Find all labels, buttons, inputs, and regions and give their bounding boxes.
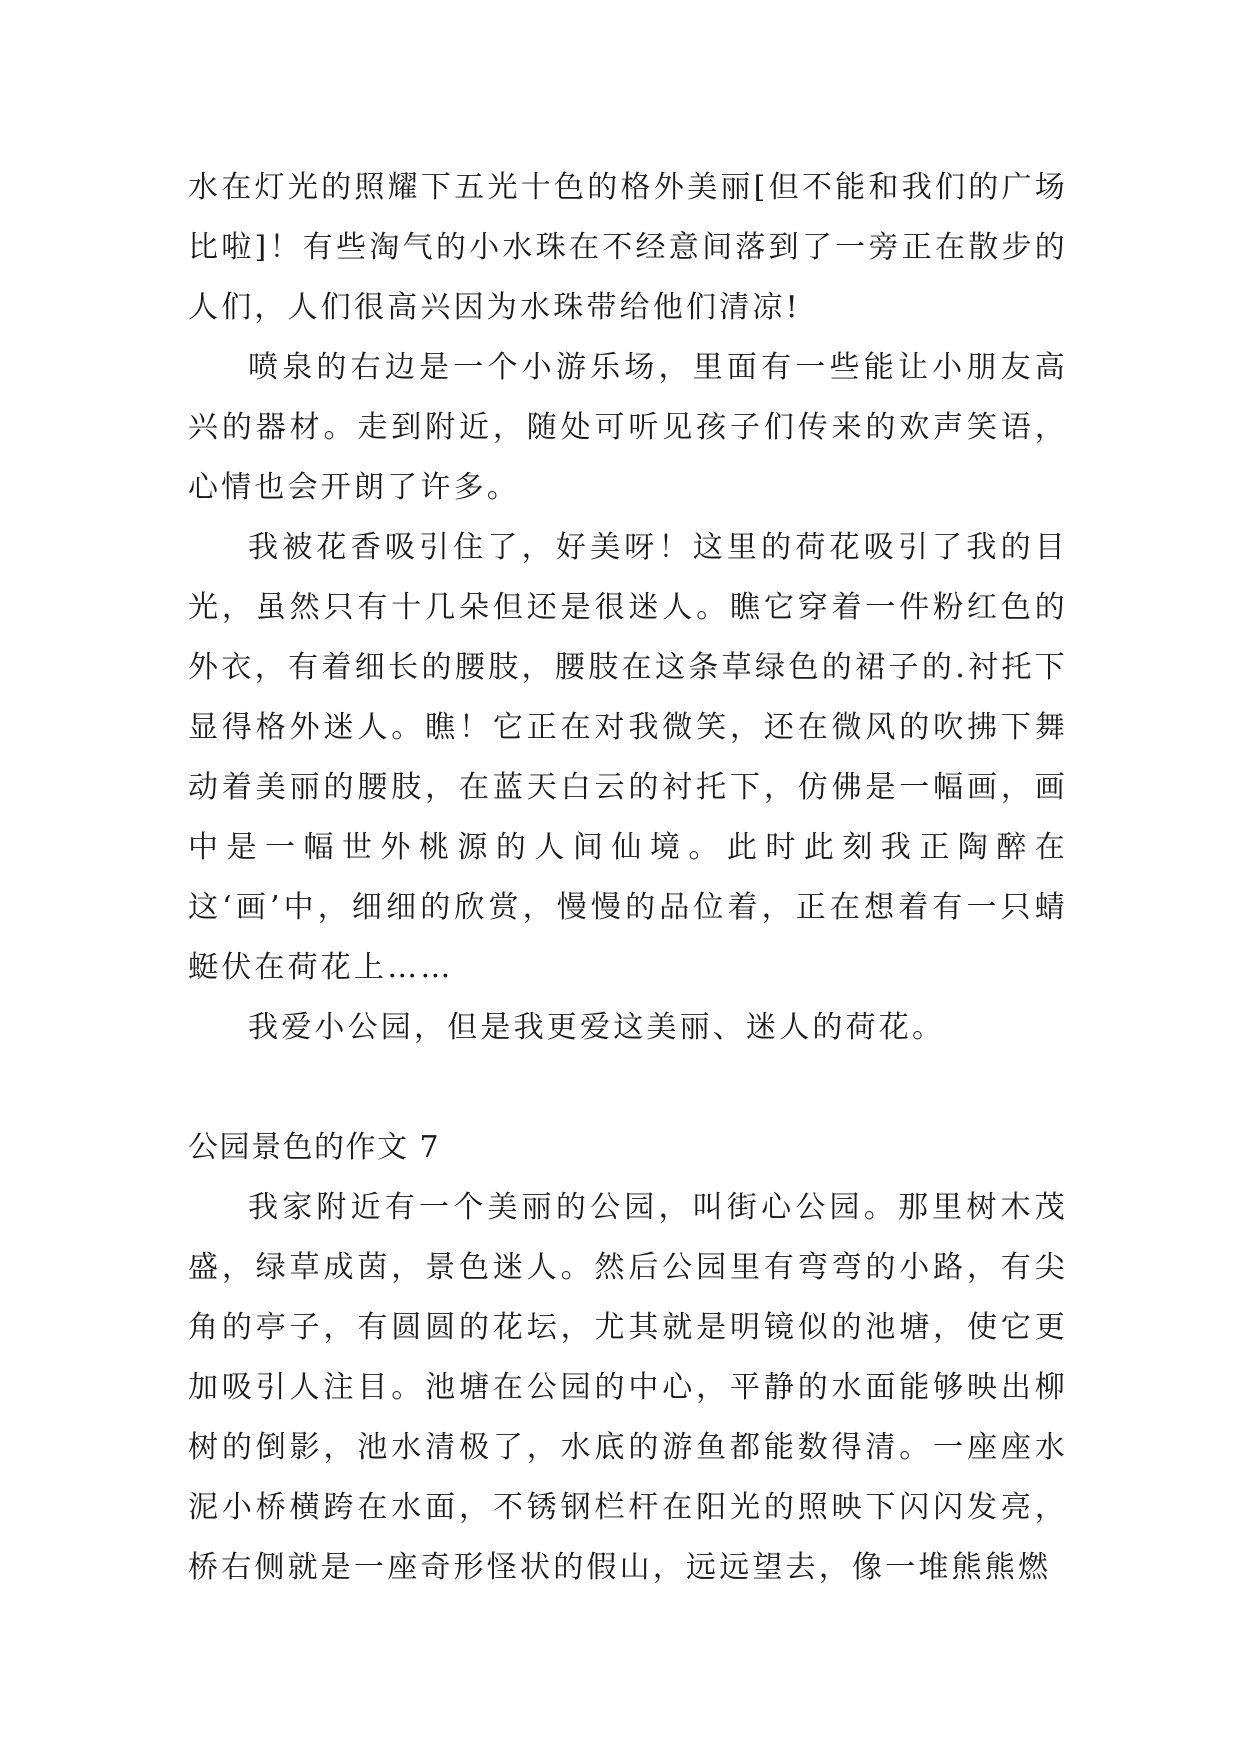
paragraph-fountain-lights: 水在灯光的照耀下五光十色的格外美丽[但不能和我们的广场比啦]！有些淘气的小水珠在不经意间落到了一旁正在散步的人们，人们很高兴因为水珠带给他们清凉! <box>188 170 1068 325</box>
paragraph-playground: 喷泉的右边是一个小游乐场，里面有一些能让小朋友高兴的器材。走到附近，随处可听见孩子们传来的欢声笑语，心情也会开朗了许多。 <box>188 350 1068 505</box>
paragraph-conclusion: 我爱小公园，但是我更爱这美丽、迷人的荷花。 <box>248 1010 946 1045</box>
document-body <box>188 158 1068 1598</box>
paragraph-lotus: 我被花香吸引住了，好美呀！这里的荷花吸引了我的目光，虽然只有十几朵但还是很迷人。瞧它穿着一件粉红色的外衣，有着细长的腰肢，腰肢在这条草绿色的裙子的.衬托下显得格外迷人。瞧！它正在对我微笑，还在微风的吹拂下舞动着美丽的腰肢，在蓝天白云的衬托下，仿佛是一幅画，画中是一幅世外桃源的人间仙境。此时此刻我正陶醉在这‘画’中，细细的欣赏，慢慢的品位着，正在想着有一只蜻蜓伏在荷花上…… <box>188 530 1068 985</box>
section-spacer <box>188 1058 1068 1118</box>
section-title: 公园景色的作文 7 <box>188 1130 441 1165</box>
paragraph-street-park: 我家附近有一个美丽的公园，叫街心公园。那里树木茂盛，绿草成茵，景色迷人。然后公园里有弯弯的小路，有尖角的亭子，有圆圆的花坛，尤其就是明镜似的池塘，使它更加吸引人注目。池塘在公园的中心，平静的水面能够映出柳树的倒影，池水清极了，水底的游鱼都能数得清。一座座水泥小桥横跨在水面，不锈钢栏杆在阳光的照映下闪闪发亮，桥右侧就是一座奇形怪状的假山，远远望去，像一堆熊熊燃 <box>188 1190 1068 1585</box>
